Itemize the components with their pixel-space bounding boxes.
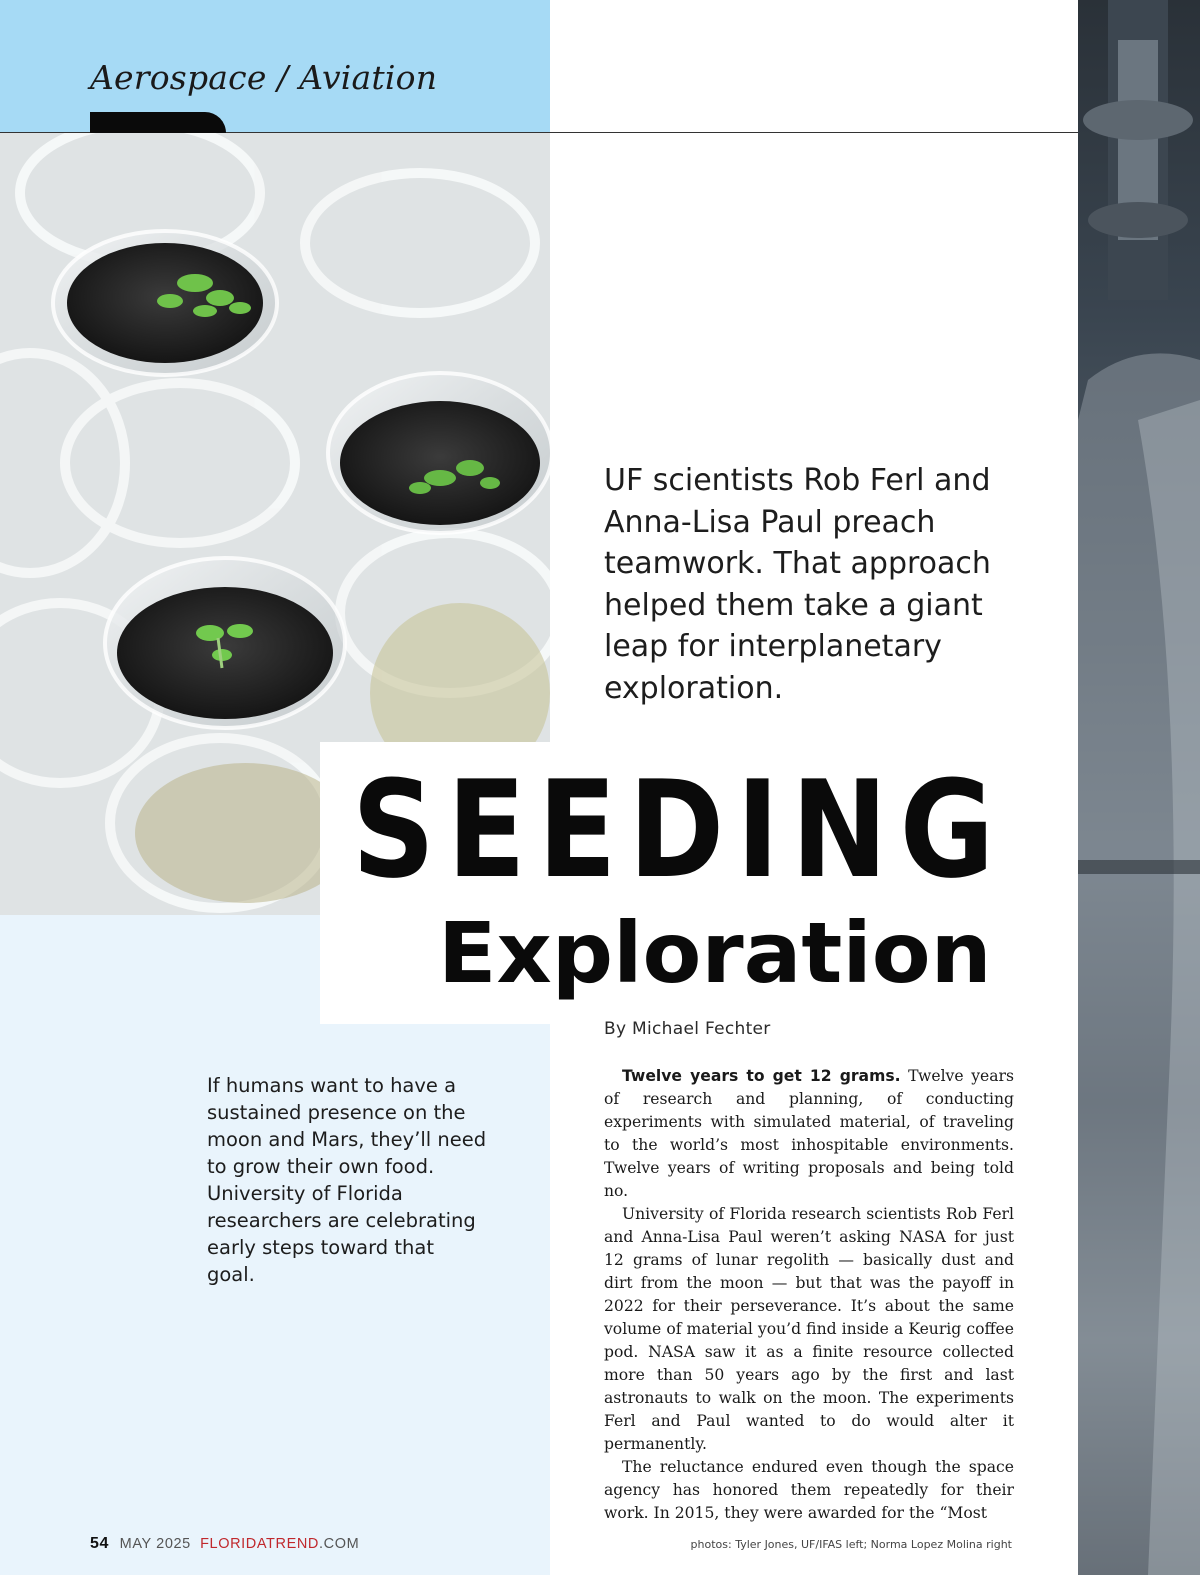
paragraph-text: Twelve years of research and planning, of conducting experiments with simulated material, of traveling to the world’s most inhospitable environments. Twelve years of writing proposals and being told no.	[604, 1067, 1014, 1200]
folio	[90, 1535, 359, 1553]
section-tab	[90, 112, 226, 133]
page-number: 54	[90, 1535, 109, 1552]
article-paragraph: The reluctance endured even though the space agency has honored them repeatedly for their work. In 2015, they were awarded for the “Most	[604, 1458, 1014, 1522]
headline-main: SEEDING	[352, 752, 1007, 908]
photo-credits: photos: Tyler Jones, UF/IFAS left; Norma Lopez Molina right	[690, 1538, 1012, 1551]
intro-text: If humans want to have a sustained presence on the moon and Mars, they’ll need to grow their own food. University of Florida researchers are celebrating early steps toward that goal.	[207, 1074, 487, 1286]
lead-in: Twelve years to get 12 grams.	[622, 1067, 901, 1085]
section-label: Aerospace / Aviation	[90, 58, 438, 97]
headline-sub: Exploration	[438, 904, 992, 1002]
byline: By Michael Fechter	[604, 1019, 771, 1039]
article-paragraph	[604, 1065, 1014, 1203]
site-tld: .COM	[319, 1536, 360, 1552]
rocket-hardware-photo	[1078, 0, 1200, 1575]
site-brand: FLORIDATREND	[200, 1536, 319, 1552]
issue-date: MAY 2025	[119, 1536, 191, 1552]
article-paragraph: University of Florida research scientists Rob Ferl and Anna-Lisa Paul weren’t asking NASA for just 12 grams of lunar regolith — basically dust and dirt from the moon — but that was the payoff in 2022 for their perseverance. It’s about the same volume of material you’d find inside a Keurig coffee pod. NASA saw it as a finite resource collected more than 50 years ago by the first and last astronauts to walk on the moon. The experiments Ferl and Paul wanted to do would alter it permanently.	[604, 1205, 1014, 1453]
deck-text: UF scientists Rob Ferl and Anna-Lisa Paul preach teamwork. That approach helped them take a giant leap for interplanetary exploration.	[604, 463, 991, 706]
article-body	[604, 1065, 1014, 1525]
